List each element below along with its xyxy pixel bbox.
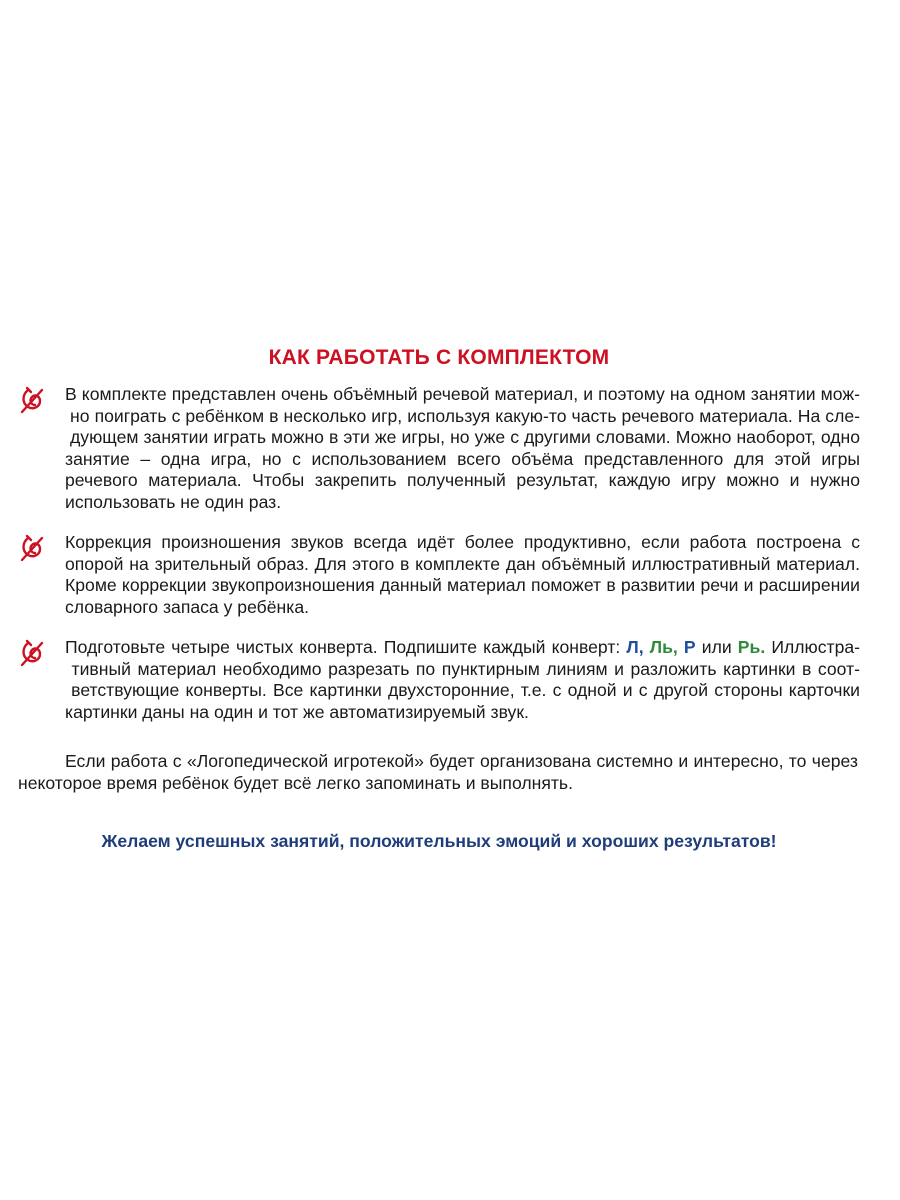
item-text-after: Иллюстра- тивный материал необходимо разрезать по пунктирным линиям и разложить картинки в соот- ветствующие конверты. Все картинки двухсторонние, т.е. с одной и с другой стороны карточки картинки даны на один и тот же автоматизируемый звук. (65, 637, 861, 722)
item-text-before: Подготовьте четыре чистых конверта. Подпишите каждый конверт: (65, 637, 627, 657)
item-connector: или (695, 637, 738, 657)
tongue-mark-icon (18, 386, 48, 414)
tongue-mark-icon (18, 534, 48, 562)
page-title: КАК РАБОТАТЬ С КОМПЛЕКТОМ (268, 346, 610, 369)
list-item (18, 384, 860, 513)
item-text: В комплекте представлен очень объёмный речевой материал, и поэтому на одном занятии мож- но поиграть с ребёнком в несколько игр, используя какую-то часть речевого материала. На сле- дующем занятии играть можно в эти же игры, но уже с другими словами. Можно наоборот, одно занятие – одна игра, но с использованием всего объёма представленного для этой игры речевого материала. Чтобы закрепить полученный результат, каждую игру можно и нужно использовать не один раз. (65, 384, 860, 512)
sound-label-l: Л, (626, 637, 644, 657)
closing-wish: Желаем успешных занятий, положительных эмоций и хороших результатов! (101, 831, 777, 851)
item-text: Коррекция произношения звуков всегда идёт более продуктивно, если работа построена с опорой на зрительный образ. Для этого в комплекте дан объёмный иллюстративный материал. Кроме коррекции звукопроизношения данный материал поможет в развитии речи и расширении словарного запаса у ребёнка. (65, 532, 860, 617)
sound-label-l-soft: Ль, (649, 637, 678, 657)
sound-label-r-soft: Рь. (737, 637, 766, 657)
sound-label-r: Р (683, 637, 696, 657)
list-item (18, 532, 860, 618)
tongue-mark-icon (18, 639, 48, 667)
list-item (18, 637, 860, 723)
closing-paragraph: Если работа с «Логопедической игротекой» будет организована системно и интересно, то через некоторое время ребёнок будет всё легко запоминать и выполнять. (18, 751, 858, 793)
item-text (65, 637, 860, 723)
